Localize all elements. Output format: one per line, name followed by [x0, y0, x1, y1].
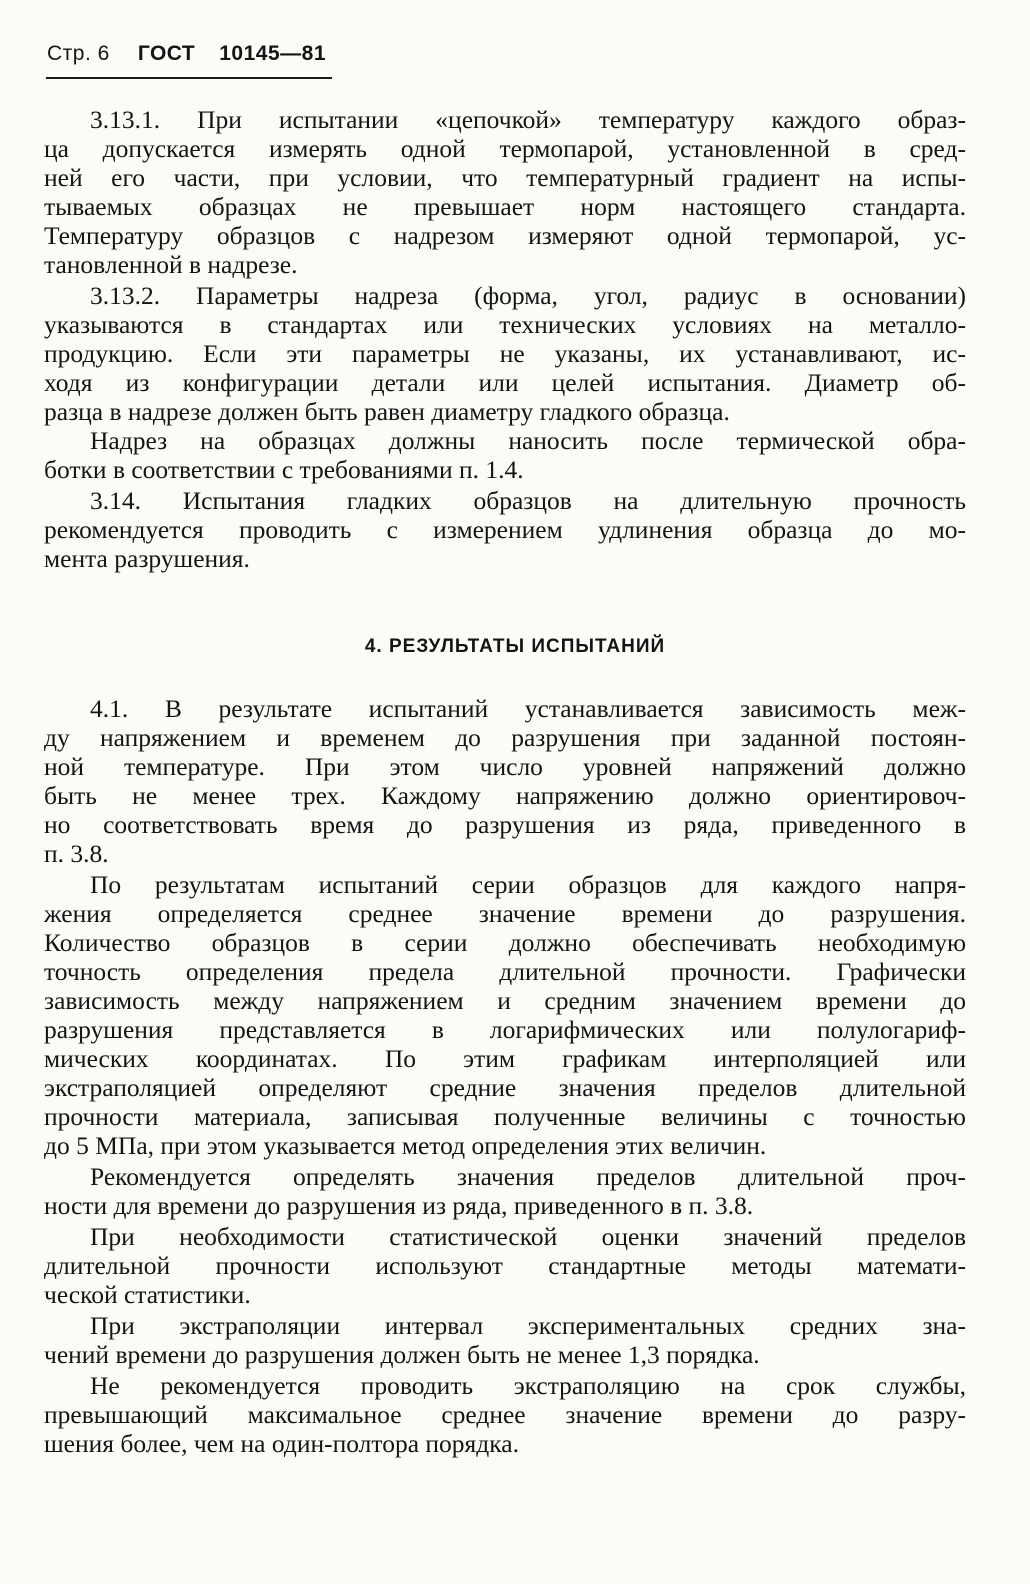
text-line: 4.1. В результате испытаний устанавливается зависимость меж- [90, 694, 966, 723]
text-line: Надрез на образцах должны наносить после термической обра- [90, 426, 966, 455]
text-line: мента разрушения. [44, 544, 250, 573]
text-line: тановленной в надрезе. [44, 250, 298, 279]
text-line: жения определяется среднее значение времени до разрушения. [44, 899, 966, 928]
text-line: 3.14. Испытания гладких образцов на длительную прочность [90, 486, 966, 515]
text-line: ботки в соответствии с требованиями п. 1.4. [44, 455, 524, 484]
text-line: Не рекомендуется проводить экстраполяцию на срок службы, [90, 1371, 966, 1400]
text-line: превышающий максимальное среднее значение времени до разру- [44, 1400, 966, 1429]
text-line: Температуру образцов с надрезом измеряют одной термопарой, ус- [44, 221, 966, 250]
text-line: разрушения представляется в логарифмических или полулогариф- [44, 1015, 966, 1044]
text-line: ческой статистики. [44, 1280, 251, 1309]
text-line: разца в надрезе должен быть равен диаметру гладкого образца. [44, 397, 730, 426]
text-line: прочности материала, записывая полученные величины с точностью [44, 1102, 966, 1131]
text-line: При необходимости статистической оценки значений пределов [90, 1222, 966, 1251]
text-line: чений времени до разрушения должен быть не менее 1,3 порядка. [44, 1340, 760, 1369]
text-line: но соответствовать время до разрушения из ряда, приведенного в [44, 810, 966, 839]
section-heading: 4. РЕЗУЛЬТАТЫ ИСПЫТАНИЙ [364, 636, 666, 657]
text-line: зависимость между напряжением и средним значением времени до [44, 986, 966, 1015]
page-header [47, 42, 326, 78]
text-line: рекомендуется проводить с измерением удлинения образца до мо- [44, 515, 966, 544]
text-line: При экстраполяции интервал экспериментальных средних зна- [90, 1311, 966, 1340]
text-line: экстраполяцией определяют средние значения пределов длительной [44, 1073, 966, 1102]
text-line: По результатам испытаний серии образцов для каждого напря- [90, 870, 966, 899]
text-line: ца допускается измерять одной термопарой, установленной в сред- [44, 134, 966, 163]
text-line: до 5 МПа, при этом указывается метод определения этих величин. [44, 1131, 767, 1160]
page-number: Стр. 6 [47, 42, 110, 65]
standard-label: ГОСТ [137, 42, 196, 65]
text-line: Количество образцов в серии должно обеспечивать необходимую [44, 928, 966, 957]
text-line: указываются в стандартах или технических условиях на металло- [44, 310, 966, 339]
text-line: мических координатах. По этим графикам интерполяцией или [44, 1044, 966, 1073]
text-line: ходя из конфигурации детали или целей испытания. Диаметр об- [44, 368, 966, 397]
text-line: 3.13.2. Параметры надреза (форма, угол, радиус в основании) [90, 281, 966, 310]
text-line: 3.13.1. При испытании «цепочкой» температуру каждого образ- [90, 105, 966, 134]
text-line: п. 3.8. [44, 839, 109, 868]
text-line: ду напряжением и временем до разрушения при заданной постоян- [44, 723, 966, 752]
header-rule [46, 77, 332, 79]
text-line: тываемых образцах не превышает норм настоящего стандарта. [44, 192, 966, 221]
text-line: шения более, чем на один-полтора порядка. [44, 1429, 519, 1458]
text-line: Рекомендуется определять значения пределов длительной проч- [90, 1162, 966, 1191]
standard-number: 10145—81 [219, 42, 327, 65]
text-line: длительной прочности используют стандартные методы математи- [44, 1251, 966, 1280]
text-line: точность определения предела длительной прочности. Графически [44, 957, 966, 986]
text-line: ней его части, при условии, что температурный градиент на испы- [44, 163, 966, 192]
text-line: быть не менее трех. Каждому напряжению должно ориентировоч- [44, 781, 966, 810]
text-line: ной температуре. При этом число уровней напряжений должно [44, 752, 966, 781]
text-line: продукцию. Если эти параметры не указаны, их устанавливают, ис- [44, 339, 966, 368]
text-line: ности для времени до разрушения из ряда, приведенного в п. 3.8. [44, 1191, 754, 1220]
